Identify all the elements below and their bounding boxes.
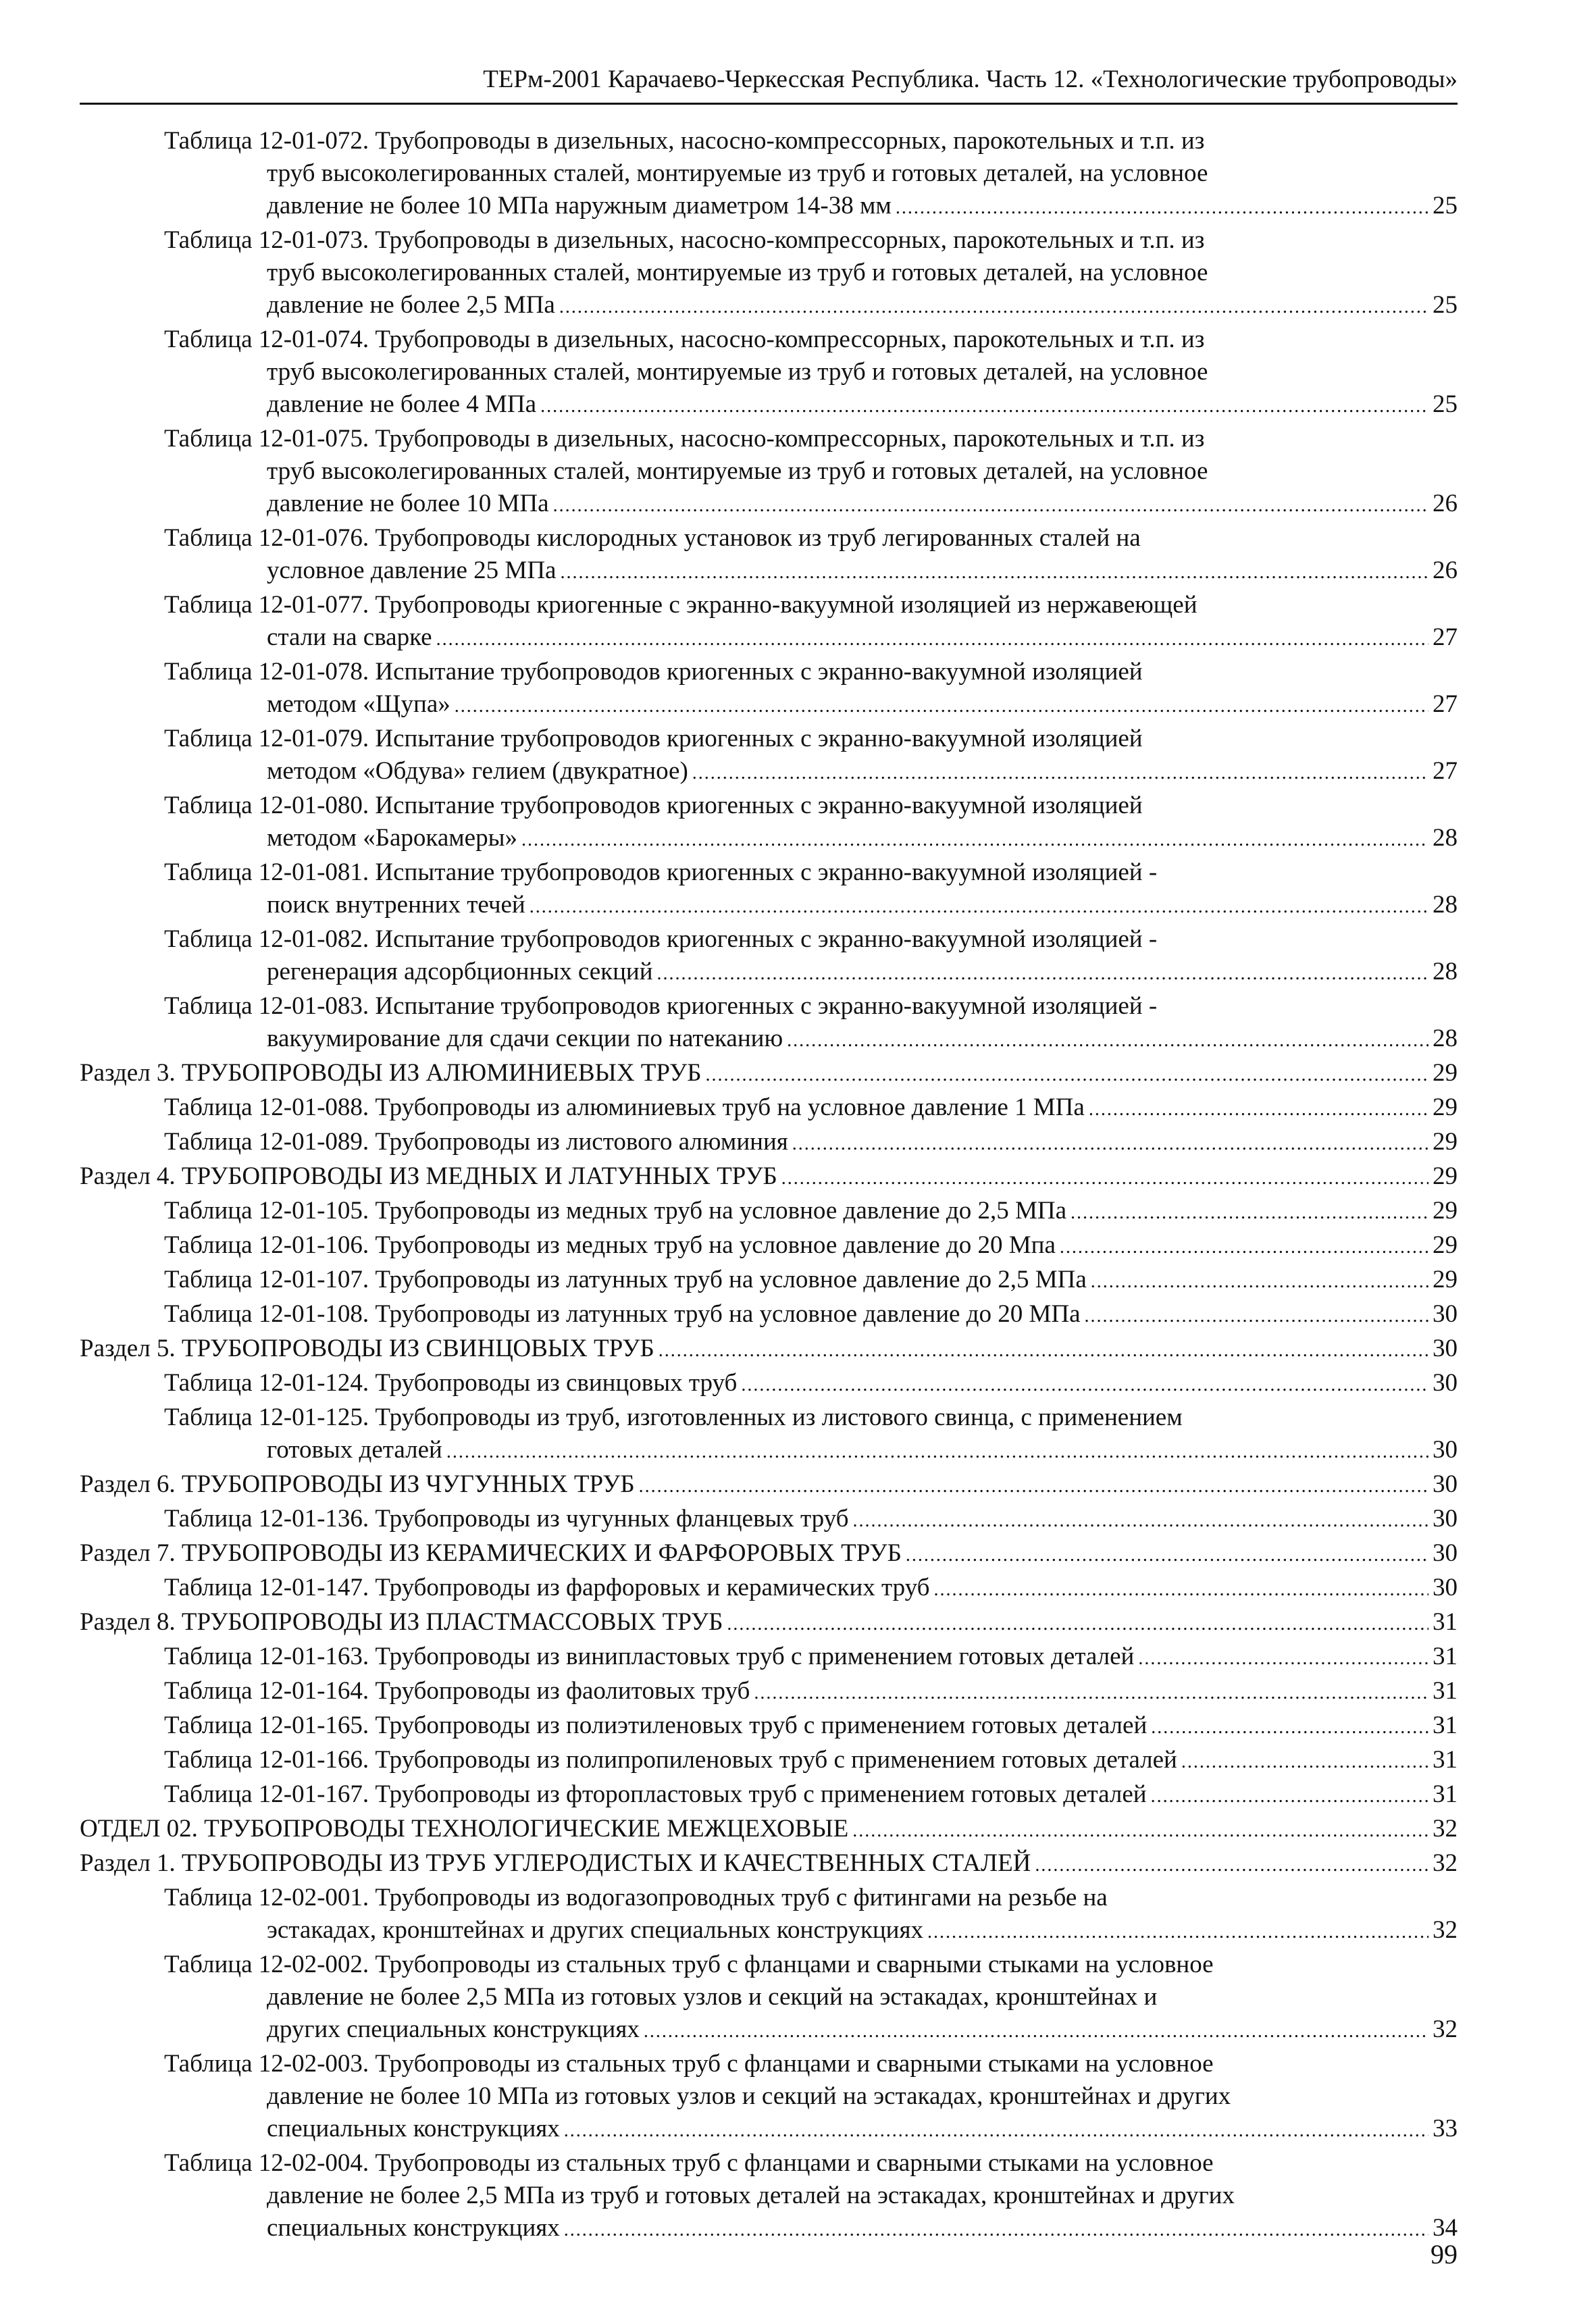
toc-entry-text: Таблица 12-01-167. Трубопроводы из фторопластовых труб с применением готовых деталей: [164, 1780, 1147, 1808]
toc-line: [164, 923, 1458, 956]
toc-entry-text: Таблица 12-02-004. Трубопроводы из стальных труб с фланцами и сварными стыками на условное: [164, 2149, 1214, 2177]
toc-table-entry: [80, 1882, 1458, 1949]
dot-leader: [553, 490, 1428, 522]
toc-line: [164, 423, 1458, 455]
toc-page-number: 28: [1433, 958, 1458, 985]
toc-line: [164, 790, 1458, 822]
toc-table-entry: [80, 656, 1458, 723]
toc-entry-text: поиск внутренних течей: [267, 891, 525, 919]
toc-entry-text: готовых деталей: [267, 1436, 442, 1464]
toc-entry-text: методом «Щупа»: [267, 690, 451, 718]
toc-entry-text: Таблица 12-01-106. Трубопроводы из медных труб на условное давление до 20 Мпа: [164, 1231, 1056, 1259]
toc-line: [164, 2212, 1458, 2246]
toc-table-entry: [80, 1229, 1458, 1264]
toc-line: [164, 1675, 1458, 1709]
toc-entry-text: Таблица 12-01-081. Испытание трубопроводов криогенных с экранно-вакуумной изоляцией -: [164, 858, 1158, 886]
toc-page-number: 31: [1433, 1780, 1458, 1808]
dot-leader: [530, 891, 1428, 923]
toc-page-number: 31: [1433, 1712, 1458, 1739]
toc-entry-text: давление не более 2,5 МПа: [267, 291, 555, 319]
running-header: ТЕРм-2001 Карачаево-Черкесская Республика. Часть 12. «Технологические трубопроводы»: [80, 62, 1458, 105]
toc-line: [80, 1057, 1458, 1091]
toc-line: [164, 455, 1458, 488]
dot-leader: [564, 2115, 1428, 2147]
toc-section-entry: [80, 1813, 1458, 1847]
toc-entry-text: давление не более 2,5 МПа из труб и готовых деталей на эстакадах, кронштейнах и других: [267, 2182, 1235, 2209]
toc-entry-text: Таблица 12-01-147. Трубопроводы из фарфоровых и керамических труб: [164, 1574, 930, 1601]
toc-entry-text: Таблица 12-01-089. Трубопроводы из листового алюминия: [164, 1128, 788, 1156]
page-number: 99: [1431, 2239, 1458, 2269]
toc-entry-text: условное давление 25 МПа: [267, 557, 557, 584]
toc-entry-text: методом «Обдува» гелием (двукратное): [267, 757, 688, 785]
toc-entry-text: давление не более 2,5 МПа из готовых узлов и секций на эстакадах, кронштейнах и: [267, 1983, 1158, 2011]
toc-table-entry: [80, 1709, 1458, 1744]
toc-page-number: 28: [1433, 824, 1458, 852]
toc-entry-text: Раздел 5. ТРУБОПРОВОДЫ ИЗ СВИНЦОВЫХ ТРУБ: [80, 1335, 654, 1362]
toc-line: [164, 723, 1458, 755]
toc-entry-text: Таблица 12-01-164. Трубопроводы из фаолитовых труб: [164, 1677, 750, 1705]
toc-page-number: 29: [1433, 1231, 1458, 1259]
toc-table-entry: [80, 522, 1458, 589]
toc-line: [80, 1847, 1458, 1882]
toc-page-number: 32: [1433, 2015, 1458, 2043]
toc-table-entry: [80, 1744, 1458, 1778]
toc-line: [164, 1503, 1458, 1537]
dot-leader: [1089, 1094, 1428, 1126]
toc-table-entry: [80, 2048, 1458, 2147]
toc-table-entry: [80, 1367, 1458, 1402]
toc-entry-text: труб высоколегированных сталей, монтируемые из труб и готовых деталей, на условное: [267, 457, 1208, 485]
toc-page-number: 30: [1433, 1505, 1458, 1533]
toc-line: [164, 1641, 1458, 1675]
toc-table-entry: [80, 589, 1458, 656]
toc-page-number: 29: [1433, 1162, 1458, 1190]
toc-entry-text: Таблица 12-01-079. Испытание трубопроводов криогенных с экранно-вакуумной изоляцией: [164, 725, 1143, 752]
toc-entry-text: Раздел 6. ТРУБОПРОВОДЫ ИЗ ЧУГУННЫХ ТРУБ: [80, 1470, 635, 1498]
toc-entry-text: Таблица 12-01-088. Трубопроводы из алюминиевых труб на условное давление 1 МПа: [164, 1094, 1085, 1121]
toc-line: [164, 1778, 1458, 1813]
toc-entry-text: Таблица 12-02-001. Трубопроводы из водогазопроводных труб с фитингами на резьбе на: [164, 1884, 1108, 1911]
toc-page-number: 29: [1433, 1059, 1458, 1087]
toc-page-number: 30: [1433, 1369, 1458, 1397]
dot-leader: [657, 958, 1428, 990]
toc-line: [164, 1882, 1458, 1914]
dot-leader: [540, 390, 1428, 423]
table-of-contents: [80, 125, 1458, 2246]
toc-line: [164, 157, 1458, 190]
toc-page-number: 30: [1433, 1539, 1458, 1567]
toc-entry-text: регенерация адсорбционных секций: [267, 958, 653, 985]
toc-entry-text: Таблица 12-01-136. Трубопроводы из чугунных фланцевых труб: [164, 1505, 849, 1533]
dot-leader: [741, 1369, 1428, 1402]
toc-page-number: 25: [1433, 192, 1458, 220]
toc-entry-text: труб высоколегированных сталей, монтируемые из труб и готовых деталей, на условное: [267, 259, 1208, 286]
toc-page-number: 26: [1433, 557, 1458, 584]
toc-section-entry: [80, 1333, 1458, 1367]
toc-line: [80, 1606, 1458, 1641]
toc-line: [164, 656, 1458, 688]
toc-entry-text: Таблица 12-01-165. Трубопроводы из полиэтиленовых труб с применением готовых деталей: [164, 1712, 1148, 1739]
dot-leader: [705, 1059, 1428, 1091]
toc-table-entry: [80, 1778, 1458, 1813]
toc-page-number: 30: [1433, 1335, 1458, 1362]
toc-line: [164, 1023, 1458, 1057]
toc-table-entry: [80, 1298, 1458, 1333]
dot-leader: [754, 1677, 1428, 1709]
dot-leader: [1035, 1849, 1428, 1882]
toc-table-entry: [80, 856, 1458, 923]
toc-entry-text: Таблица 12-02-002. Трубопроводы из стальных труб с фланцами и сварными стыками на условное: [164, 1951, 1214, 1978]
toc-line: [164, 356, 1458, 388]
dot-leader: [1151, 1712, 1428, 1744]
toc-entry-text: Раздел 1. ТРУБОПРОВОДЫ ИЗ ТРУБ УГЛЕРОДИСТЫХ И КАЧЕСТВЕННЫХ СТАЛЕЙ: [80, 1849, 1031, 1877]
toc-line: [164, 1434, 1458, 1468]
toc-entry-text: Таблица 12-01-072. Трубопроводы в дизельных, насосно-компрессорных, парокотельных и т.п. из: [164, 127, 1205, 155]
toc-line: [80, 1160, 1458, 1195]
toc-section-entry: [80, 1057, 1458, 1091]
toc-page-number: 32: [1433, 1815, 1458, 1843]
dot-leader: [906, 1539, 1428, 1572]
toc-table-entry: [80, 790, 1458, 856]
toc-page-number: 33: [1433, 2115, 1458, 2142]
dot-leader: [564, 2214, 1428, 2246]
toc-line: [164, 1091, 1458, 1126]
toc-page-number: 31: [1433, 1746, 1458, 1774]
toc-page-number: 27: [1433, 623, 1458, 651]
toc-table-entry: [80, 1949, 1458, 2048]
toc-line: [164, 1402, 1458, 1434]
toc-line: [164, 2080, 1458, 2113]
toc-line: [164, 688, 1458, 723]
toc-line: [164, 822, 1458, 856]
dot-leader: [727, 1608, 1428, 1641]
toc-entry-text: труб высоколегированных сталей, монтируемые из труб и готовых деталей, на условное: [267, 159, 1208, 187]
toc-entry-text: методом «Барокамеры»: [267, 824, 517, 852]
toc-line: [80, 1468, 1458, 1503]
toc-entry-text: Таблица 12-01-105. Трубопроводы из медных труб на условное давление до 2,5 МПа: [164, 1197, 1067, 1225]
toc-page-number: 25: [1433, 291, 1458, 319]
toc-table-entry: [80, 1572, 1458, 1606]
toc-table-entry: [80, 2147, 1458, 2246]
toc-line: [164, 2147, 1458, 2180]
toc-line: [164, 889, 1458, 923]
toc-entry-text: Таблица 12-01-080. Испытание трубопроводов криогенных с экранно-вакуумной изоляцией: [164, 792, 1143, 819]
toc-table-entry: [80, 1091, 1458, 1126]
toc-entry-text: Таблица 12-01-124. Трубопроводы из свинцовых труб: [164, 1369, 738, 1397]
toc-page-number: 34: [1433, 2214, 1458, 2242]
toc-entry-text: Раздел 8. ТРУБОПРОВОДЫ ИЗ ПЛАСТМАССОВЫХ ТРУБ: [80, 1608, 723, 1636]
toc-entry-text: Раздел 4. ТРУБОПРОВОДЫ ИЗ МЕДНЫХ И ЛАТУННЫХ ТРУБ: [80, 1162, 777, 1190]
dot-leader: [644, 2015, 1428, 2048]
toc-line: [164, 2048, 1458, 2080]
dot-leader: [852, 1815, 1428, 1847]
toc-page-number: 29: [1433, 1266, 1458, 1293]
toc-line: [164, 2013, 1458, 2048]
dot-leader: [521, 824, 1428, 856]
toc-entry-text: Раздел 7. ТРУБОПРОВОДЫ ИЗ КЕРАМИЧЕСКИХ И ФАРФОРОВЫХ ТРУБ: [80, 1539, 902, 1567]
toc-table-entry: [80, 1126, 1458, 1160]
toc-page-number: 30: [1433, 1574, 1458, 1601]
toc-line: [80, 1537, 1458, 1572]
dot-leader: [792, 1128, 1428, 1160]
toc-table-entry: [80, 923, 1458, 990]
toc-line: [164, 257, 1458, 289]
toc-line: [164, 289, 1458, 324]
toc-entry-text: Таблица 12-01-083. Испытание трубопроводов криогенных с экранно-вакуумной изоляцией -: [164, 992, 1158, 1020]
toc-entry-text: стали на сварке: [267, 623, 432, 651]
toc-entry-text: Таблица 12-01-078. Испытание трубопроводов криогенных с экранно-вакуумной изоляцией: [164, 658, 1143, 686]
dot-leader: [1071, 1197, 1428, 1229]
toc-line: [164, 1229, 1458, 1264]
dot-leader: [455, 690, 1428, 723]
toc-page-number: 31: [1433, 1608, 1458, 1636]
dot-leader: [1060, 1231, 1428, 1264]
toc-page-number: 32: [1433, 1849, 1458, 1877]
dot-leader: [1091, 1266, 1428, 1298]
toc-line: [164, 1572, 1458, 1606]
toc-page-number: 27: [1433, 690, 1458, 718]
toc-table-entry: [80, 1264, 1458, 1298]
toc-entry-text: Таблица 12-01-166. Трубопроводы из полипропиленовых труб с применением готовых деталей: [164, 1746, 1177, 1774]
toc-page-number: 30: [1433, 1470, 1458, 1498]
toc-line: [164, 956, 1458, 990]
toc-entry-text: Таблица 12-01-163. Трубопроводы из винипластовых труб с применением готовых деталей: [164, 1643, 1135, 1670]
toc-line: [164, 190, 1458, 224]
toc-entry-text: Таблица 12-01-107. Трубопроводы из латунных труб на условное давление до 2,5 МПа: [164, 1266, 1087, 1293]
toc-page-number: 32: [1433, 1916, 1458, 1944]
toc-page-number: 31: [1433, 1677, 1458, 1705]
toc-line: [164, 621, 1458, 656]
toc-page-number: 30: [1433, 1300, 1458, 1328]
toc-entry-text: Таблица 12-01-073. Трубопроводы в дизельных, насосно-компрессорных, парокотельных и т.п. из: [164, 226, 1205, 254]
toc-table-entry: [80, 423, 1458, 522]
dot-leader: [853, 1505, 1429, 1537]
toc-line: [164, 1195, 1458, 1229]
toc-line: [164, 1126, 1458, 1160]
toc-entry-text: давление не более 10 МПа наружным диаметром 14-38 мм: [267, 192, 892, 220]
toc-line: [164, 856, 1458, 889]
toc-line: [164, 990, 1458, 1023]
toc-line: [164, 755, 1458, 790]
dot-leader: [933, 1574, 1428, 1606]
dot-leader: [560, 557, 1428, 589]
dot-leader: [1085, 1300, 1428, 1333]
toc-entry-text: Раздел 3. ТРУБОПРОВОДЫ ИЗ АЛЮМИНИЕВЫХ ТРУБ: [80, 1059, 702, 1087]
toc-line: [164, 555, 1458, 589]
toc-entry-text: вакуумирование для сдачи секции по натеканию: [267, 1025, 783, 1052]
dot-leader: [927, 1916, 1428, 1949]
toc-page-number: 28: [1433, 891, 1458, 919]
dot-leader: [639, 1470, 1428, 1503]
toc-page-number: 29: [1433, 1197, 1458, 1225]
toc-section-entry: [80, 1847, 1458, 1882]
toc-table-entry: [80, 1402, 1458, 1468]
toc-line: [164, 324, 1458, 356]
toc-entry-text: давление не более 4 МПа: [267, 390, 537, 418]
toc-table-entry: [80, 1675, 1458, 1709]
dot-leader: [659, 1335, 1428, 1367]
toc-entry-text: других специальных конструкциях: [267, 2015, 640, 2043]
toc-line: [164, 589, 1458, 621]
dot-leader: [896, 192, 1428, 224]
toc-line: [164, 1744, 1458, 1778]
toc-table-entry: [80, 224, 1458, 324]
toc-entry-text: специальных конструкциях: [267, 2214, 560, 2242]
dot-leader: [559, 291, 1428, 324]
toc-entry-text: эстакадах, кронштейнах и других специальных конструкциях: [267, 1916, 923, 1944]
toc-entry-text: Таблица 12-01-074. Трубопроводы в дизельных, насосно-компрессорных, парокотельных и т.п. из: [164, 326, 1205, 353]
toc-line: [164, 1981, 1458, 2013]
toc-entry-text: Таблица 12-01-076. Трубопроводы кислородных установок из труб легированных сталей на: [164, 524, 1141, 552]
toc-table-entry: [80, 990, 1458, 1057]
toc-table-entry: [80, 125, 1458, 224]
toc-line: [164, 522, 1458, 555]
toc-line: [164, 224, 1458, 257]
toc-line: [164, 388, 1458, 423]
toc-line: [164, 1298, 1458, 1333]
toc-line: [164, 1949, 1458, 1981]
toc-section-entry: [80, 1537, 1458, 1572]
toc-page-number: 25: [1433, 390, 1458, 418]
toc-line: [164, 125, 1458, 157]
toc-line: [164, 1709, 1458, 1744]
dot-leader: [787, 1025, 1428, 1057]
dot-leader: [1151, 1780, 1428, 1813]
toc-page-number: 29: [1433, 1094, 1458, 1121]
toc-section-entry: [80, 1468, 1458, 1503]
toc-section-entry: [80, 1160, 1458, 1195]
toc-line: [80, 1813, 1458, 1847]
toc-entry-text: Таблица 12-01-075. Трубопроводы в дизельных, насосно-компрессорных, парокотельных и т.п. из: [164, 425, 1205, 453]
toc-page-number: 28: [1433, 1025, 1458, 1052]
toc-page-number: 26: [1433, 490, 1458, 517]
toc-entry-text: специальных конструкциях: [267, 2115, 560, 2142]
dot-leader: [436, 623, 1428, 656]
toc-page-number: 29: [1433, 1128, 1458, 1156]
toc-entry-text: Таблица 12-01-082. Испытание трубопроводов криогенных с экранно-вакуумной изоляцией -: [164, 925, 1158, 953]
toc-table-entry: [80, 723, 1458, 790]
toc-line: [164, 1367, 1458, 1402]
toc-line: [164, 488, 1458, 522]
toc-line: [164, 1264, 1458, 1298]
toc-entry-text: Таблица 12-01-077. Трубопроводы криогенные с экранно-вакуумной изоляцией из нержавеющей: [164, 591, 1198, 619]
toc-line: [164, 1914, 1458, 1949]
toc-entry-text: давление не более 10 МПа из готовых узлов и секций на эстакадах, кронштейнах и других: [267, 2082, 1231, 2110]
toc-entry-text: ОТДЕЛ 02. ТРУБОПРОВОДЫ ТЕХНОЛОГИЧЕСКИЕ МЕЖЦЕХОВЫЕ: [80, 1815, 849, 1843]
toc-line: [164, 2180, 1458, 2212]
dot-leader: [1138, 1643, 1428, 1675]
toc-table-entry: [80, 1503, 1458, 1537]
toc-line: [80, 1333, 1458, 1367]
toc-table-entry: [80, 1195, 1458, 1229]
toc-page-number: 27: [1433, 757, 1458, 785]
toc-entry-text: давление не более 10 МПа: [267, 490, 549, 517]
dot-leader: [692, 757, 1428, 790]
toc-table-entry: [80, 324, 1458, 423]
toc-line: [164, 2113, 1458, 2147]
dot-leader: [781, 1162, 1428, 1195]
dot-leader: [1181, 1746, 1428, 1778]
toc-entry-text: Таблица 12-01-108. Трубопроводы из латунных труб на условное давление до 20 МПа: [164, 1300, 1081, 1328]
toc-page-number: 31: [1433, 1643, 1458, 1670]
toc-entry-text: Таблица 12-02-003. Трубопроводы из стальных труб с фланцами и сварными стыками на условное: [164, 2050, 1214, 2078]
toc-section-entry: [80, 1606, 1458, 1641]
toc-entry-text: Таблица 12-01-125. Трубопроводы из труб, изготовленных из листового свинца, с применением: [164, 1404, 1183, 1431]
toc-entry-text: труб высоколегированных сталей, монтируемые из труб и готовых деталей, на условное: [267, 358, 1208, 386]
dot-leader: [446, 1436, 1428, 1468]
toc-table-entry: [80, 1641, 1458, 1675]
toc-page-number: 30: [1433, 1436, 1458, 1464]
